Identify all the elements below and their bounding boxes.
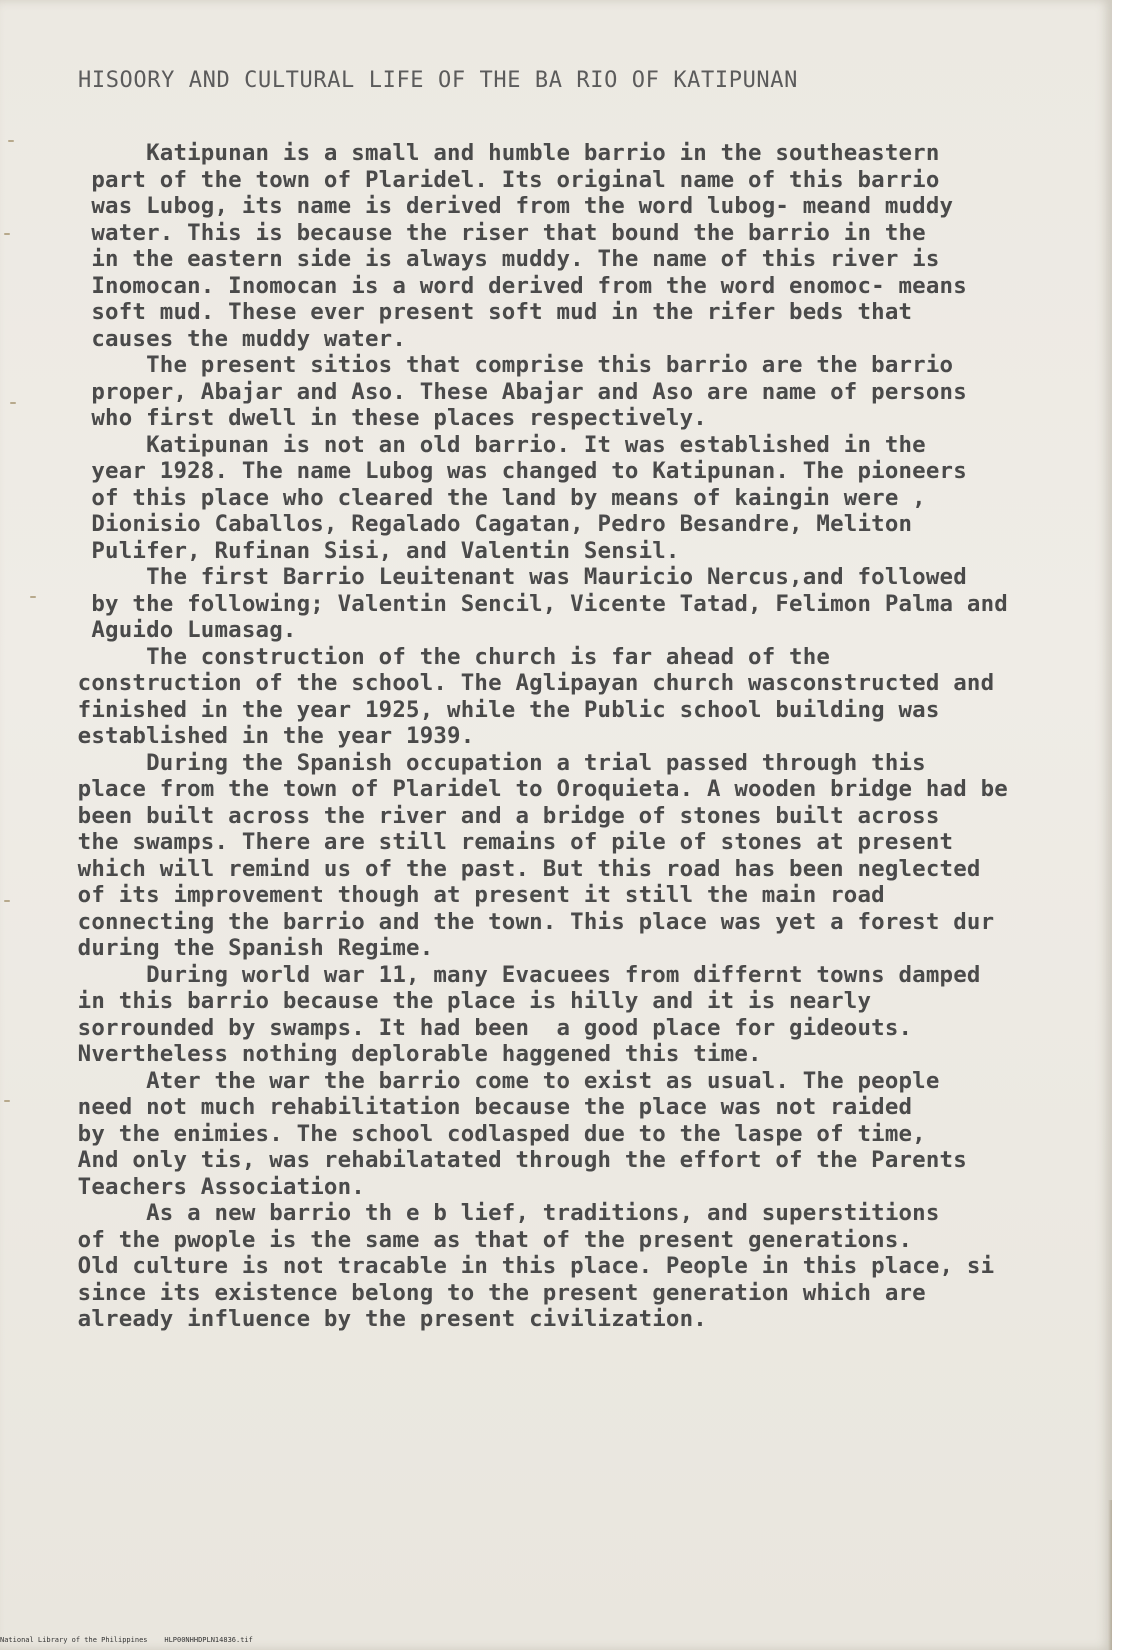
document-title: HISOORY AND CULTURAL LIFE OF THE BA RIO OF KATIPUNAN [78, 68, 798, 93]
margin-mark [10, 402, 16, 404]
margin-mark [4, 900, 10, 902]
text-line: During the Spanish occupation a trial passed through this [64, 749, 926, 776]
margin-mark [4, 233, 10, 235]
text-line: sorrounded by swamps. It had been a good place for gideouts. [64, 1014, 913, 1041]
scan-margin [1112, 0, 1137, 1650]
text-line: of the pwople is the same as that of the present generations. [64, 1226, 913, 1253]
margin-mark [8, 140, 14, 142]
text-line: soft mud. These ever present soft mud in the rifer beds that [64, 299, 913, 325]
text-line: need not much rehabilitation because the place was not raided [64, 1094, 913, 1120]
margin-mark [30, 596, 36, 598]
text-line: finished in the year 1925, while the Public school building was [64, 696, 940, 723]
text-line: Katipunan is a small and humble barrio in the southeastern [64, 140, 940, 166]
text-line: Ater the war the barrio come to exist as usual. The people [64, 1067, 940, 1094]
text-line: by the enimies. The school codlasped due to the laspe of time, [64, 1120, 926, 1147]
text-line: part of the town of Plaridel. Its original name of this barrio [64, 166, 940, 193]
text-line: in the eastern side is always muddy. The name of this river is [64, 246, 940, 272]
text-line: During world war 11, many Evacuees from differnt towns damped [64, 961, 981, 988]
text-line: the swamps. There are still remains of pile of stones at present [64, 829, 954, 855]
text-line: since its existence belong to the present generation which are [64, 1279, 926, 1306]
text-line: place from the town of Plaridel to Oroquieta. A wooden bridge had be [64, 776, 1008, 802]
text-line: The first Barrio Leuitenant was Mauricio Nercus,and followed [64, 564, 967, 590]
margin-mark [4, 1100, 10, 1102]
text-line: been built across the river and a bridge of stones built across [64, 802, 940, 829]
text-line: causes the muddy water. [64, 325, 407, 352]
text-line: The present sitios that comprise this barrio are the barrio [64, 352, 954, 378]
text-line: connecting the barrio and the town. This place was yet a forest dur [64, 908, 995, 935]
text-line: was Lubog, its name is derived from the word lubog- meand muddy [64, 193, 954, 219]
text-line: construction of the school. The Aglipayan church wasconstructed and [64, 670, 995, 696]
text-line: Katipunan is not an old barrio. It was established in the [64, 431, 926, 458]
text-line: Inomocan. Inomocan is a word derived from the word enomoc- means [64, 272, 967, 299]
text-line: Teachers Association. [64, 1173, 365, 1200]
text-line: As a new barrio th e b lief, traditions, and superstitions [64, 1200, 940, 1226]
text-line: Pulifer, Rufinan Sisi, and Valentin Sensil. [64, 537, 680, 564]
text-line: already influence by the present civilization. [64, 1306, 707, 1332]
body-text [64, 140, 1112, 1333]
text-line: Old culture is not tracable in this place. People in this place, si [64, 1253, 995, 1279]
text-line: proper, Abajar and Aso. These Abajar and Aso are name of persons [64, 378, 967, 405]
text-line: of its improvement though at present it still the main road [64, 882, 885, 908]
text-line: water. This is because the riser that bound the barrio in the [64, 219, 926, 246]
text-line: established in the year 1939. [64, 723, 475, 749]
text-line: in this barrio because the place is hilly and it is nearly [64, 988, 872, 1014]
text-line: who first dwell in these places respectively. [64, 405, 707, 431]
text-line: The construction of the church is far ahead of the [64, 643, 831, 670]
text-line: of this place who cleared the land by means of kaingin were , [64, 484, 926, 511]
text-line: by the following; Valentin Sencil, Vicente Tatad, Felimon Palma and [64, 590, 1008, 617]
text-line: Dionisio Caballos, Regalado Cagatan, Pedro Besandre, Meliton [64, 511, 913, 537]
text-line: Aguido Lumasag. [64, 617, 297, 643]
footer-source: National Library of the Philippines HLP00NHHDPLN14836.tif [0, 1636, 253, 1644]
text-line: during the Spanish Regime. [64, 935, 434, 961]
text-line: which will remind us of the past. But this road has been neglected [64, 855, 981, 882]
text-line: Nvertheless nothing deplorable haggened this time. [64, 1041, 762, 1067]
text-line: And only tis, was rehabilatated through the effort of the Parents [64, 1147, 967, 1173]
text-line: year 1928. The name Lubog was changed to Katipunan. The pioneers [64, 458, 967, 484]
